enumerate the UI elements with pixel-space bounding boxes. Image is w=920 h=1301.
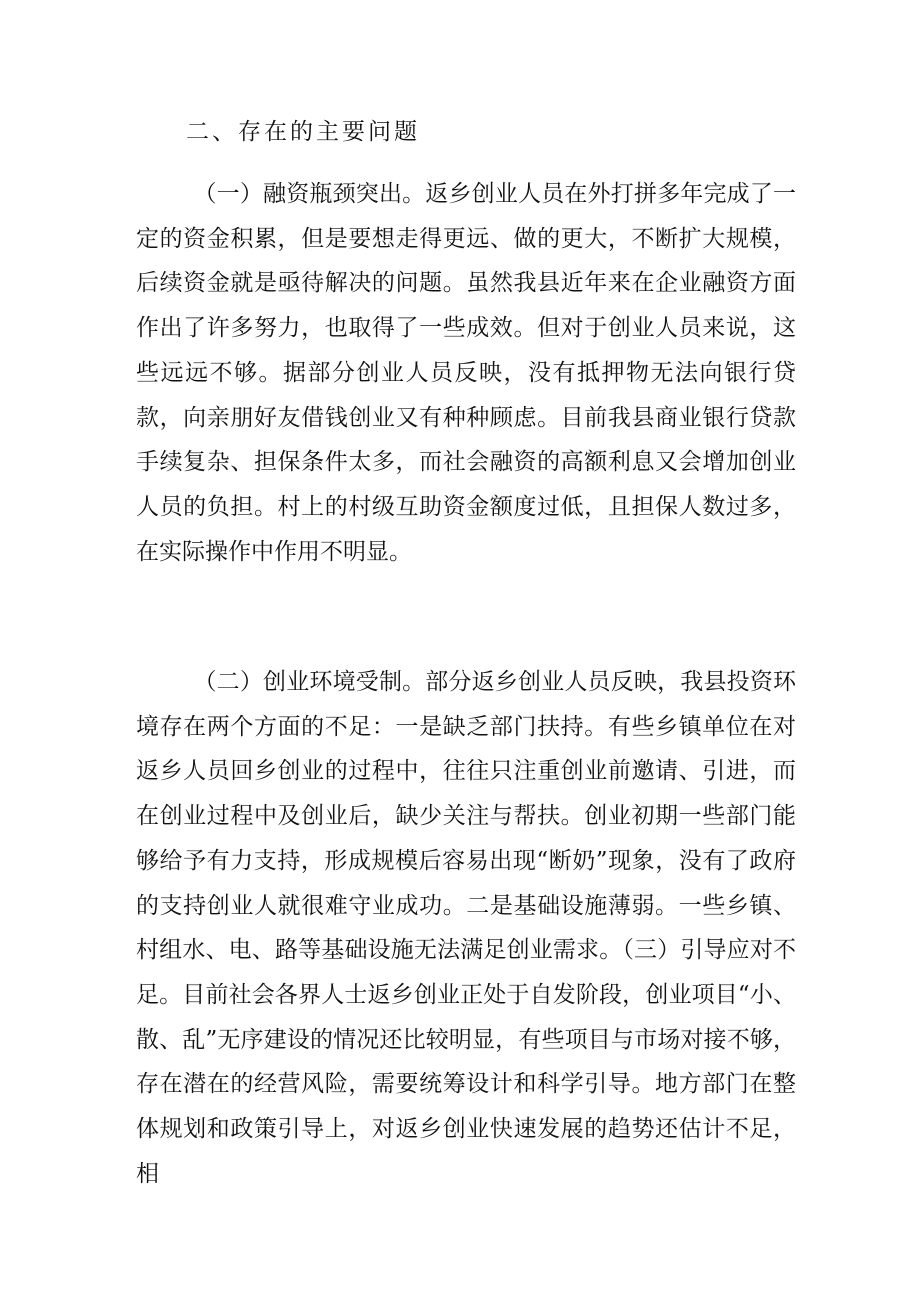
section-heading: 二、存在的主要问题 <box>186 119 420 145</box>
paragraph-financing-bottleneck: （一）融资瓶颈突出。返乡创业人员在外打拼多年完成了一定的资金积累，但是要想走得更远、做的更大，不断扩大规模，后续资金就是亟待解决的问题。虽然我县近年来在企业融资方面作出了许多努力，也取得了一些成效。但对于创业人员来说，这些远远不够。据部分创业人员反映，没有抵押物无法向银行贷款，向亲朋好友借钱创业又有种种顾虑。目前我县商业银行贷款手续复杂、担保条件太多，而社会融资的高额利息又会增加创业人员的负担。村上的村级互助资金额度过低，且担保人数过多，在实际操作中作用不明显。 <box>136 181 796 565</box>
paragraph-business-environment: （二）创业环境受制。部分返乡创业人员反映，我县投资环境存在两个方面的不足：一是缺乏部门扶持。有些乡镇单位在对返乡人员回乡创业的过程中，往往只注重创业前邀请、引进，而在创业过程中及创业后，缺少关注与帮扶。创业初期一些部门能够给予有力支持，形成规模后容易出现“断奶”现象，没有了政府的支持创业人就很难守业成功。二是基础设施薄弱。一些乡镇、村组水、电、路等基础设施无法满足创业需求。（三）引导应对不足。目前社会各界人士返乡创业正处于自发阶段，创业项目“小、散、乱”无序建设的情况还比较明显，有些项目与市场对接不够，存在潜在的经营风险，需要统筹设计和科学引导。地方部门在整体规划和政策引导上，对返乡创业快速发展的趋势还估计不足，相 <box>136 669 796 1187</box>
